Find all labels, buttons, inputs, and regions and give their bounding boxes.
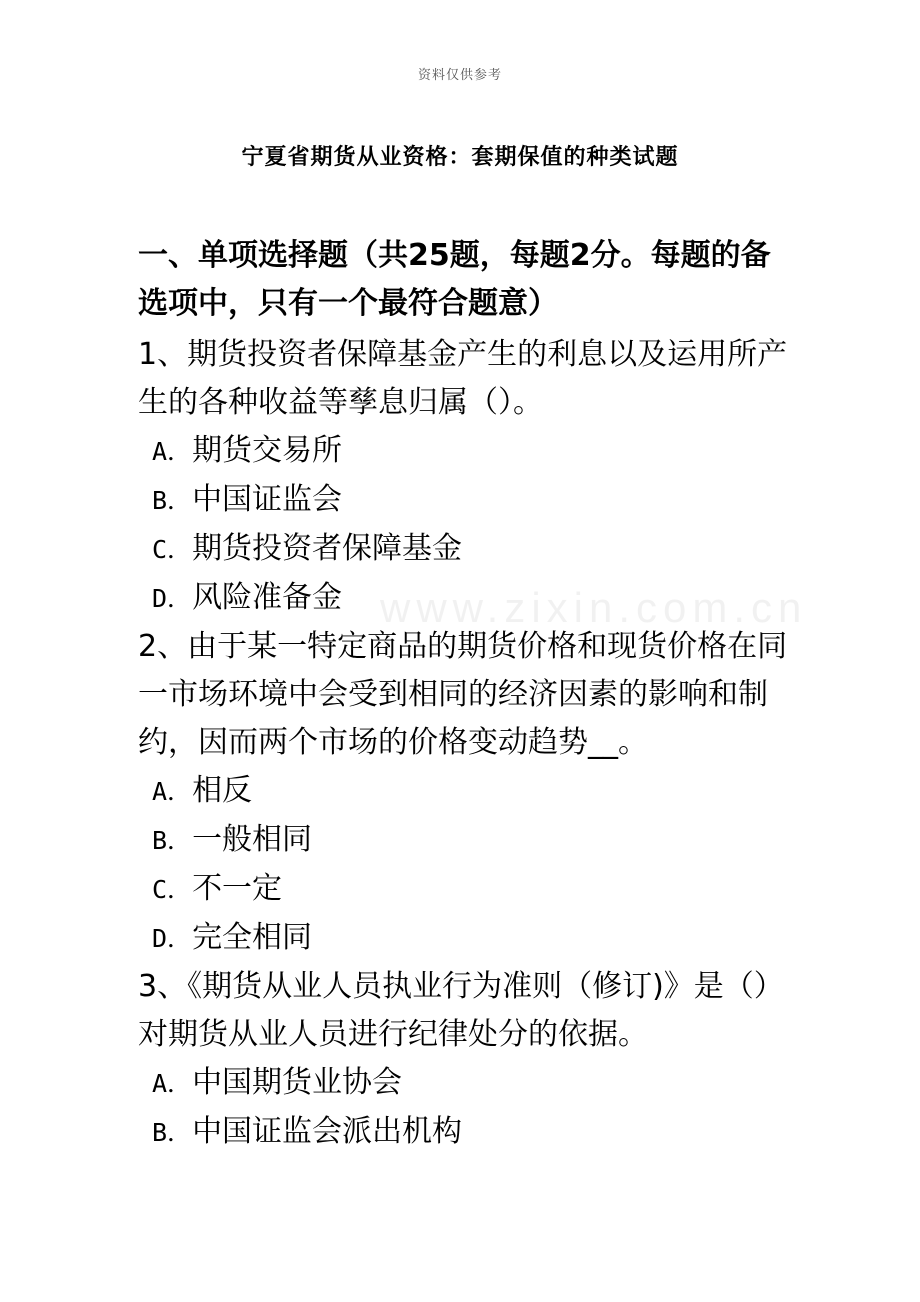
question-3 — [138, 963, 798, 1157]
option-letter: A． — [152, 437, 193, 466]
option-text: 期货投资者保障基金 — [192, 531, 463, 566]
option-a[interactable] — [138, 427, 798, 476]
option-text: 风险准备金 — [192, 580, 343, 615]
option-letter: C． — [152, 535, 193, 564]
option-letter: A． — [152, 1069, 193, 1098]
option-b[interactable] — [138, 476, 798, 525]
option-text: 中国证监会 — [192, 482, 343, 517]
question-stem: 2、由于某一特定商品的期货价格和现货价格在同一市场环境中会受到相同的经济因素的影响和制约，因而两个市场的价格变动趋势__。 — [138, 629, 788, 760]
option-letter: C． — [152, 875, 193, 904]
option-c[interactable] — [138, 865, 798, 914]
option-text: 期货交易所 — [192, 433, 343, 468]
option-letter: B． — [152, 826, 193, 855]
option-b[interactable] — [138, 816, 798, 865]
document-body — [138, 232, 798, 1157]
option-text: 一般相同 — [192, 822, 313, 857]
option-c[interactable] — [138, 525, 798, 574]
option-a[interactable] — [138, 767, 798, 816]
option-letter: B． — [152, 1118, 193, 1147]
option-text: 不一定 — [192, 871, 283, 906]
option-text: 相反 — [192, 773, 253, 808]
option-letter: D． — [152, 584, 193, 613]
section-heading: 一、单项选择题（共25题，每题2分。每题的备选项中，只有一个最符合题意） — [138, 238, 771, 321]
option-text: 完全相同 — [192, 920, 313, 955]
header-note: 资料仅供参考 — [417, 68, 502, 83]
option-text: 中国证监会派出机构 — [192, 1114, 463, 1149]
option-letter: A． — [152, 777, 193, 806]
watermark: www.zixin.com.cn — [380, 584, 808, 631]
question-stem: 3、《期货从业人员执业行为准则（修订)》是（）对期货从业人员进行纪律处分的依据。 — [138, 969, 784, 1052]
option-text: 中国期货业协会 — [192, 1065, 403, 1100]
option-d[interactable] — [138, 914, 798, 963]
option-letter: D． — [152, 924, 193, 953]
document-title: 宁夏省期货从业资格：套期保值的种类试题 — [241, 145, 679, 170]
option-b[interactable] — [138, 1108, 798, 1157]
option-d[interactable] — [138, 574, 798, 623]
option-letter: B． — [152, 486, 193, 515]
question-stem: 1、期货投资者保障基金产生的利息以及运用所产生的各种收益等孳息归属（）。 — [138, 337, 788, 420]
option-a[interactable] — [138, 1059, 798, 1108]
question-1 — [138, 331, 798, 623]
question-2 — [138, 623, 798, 963]
